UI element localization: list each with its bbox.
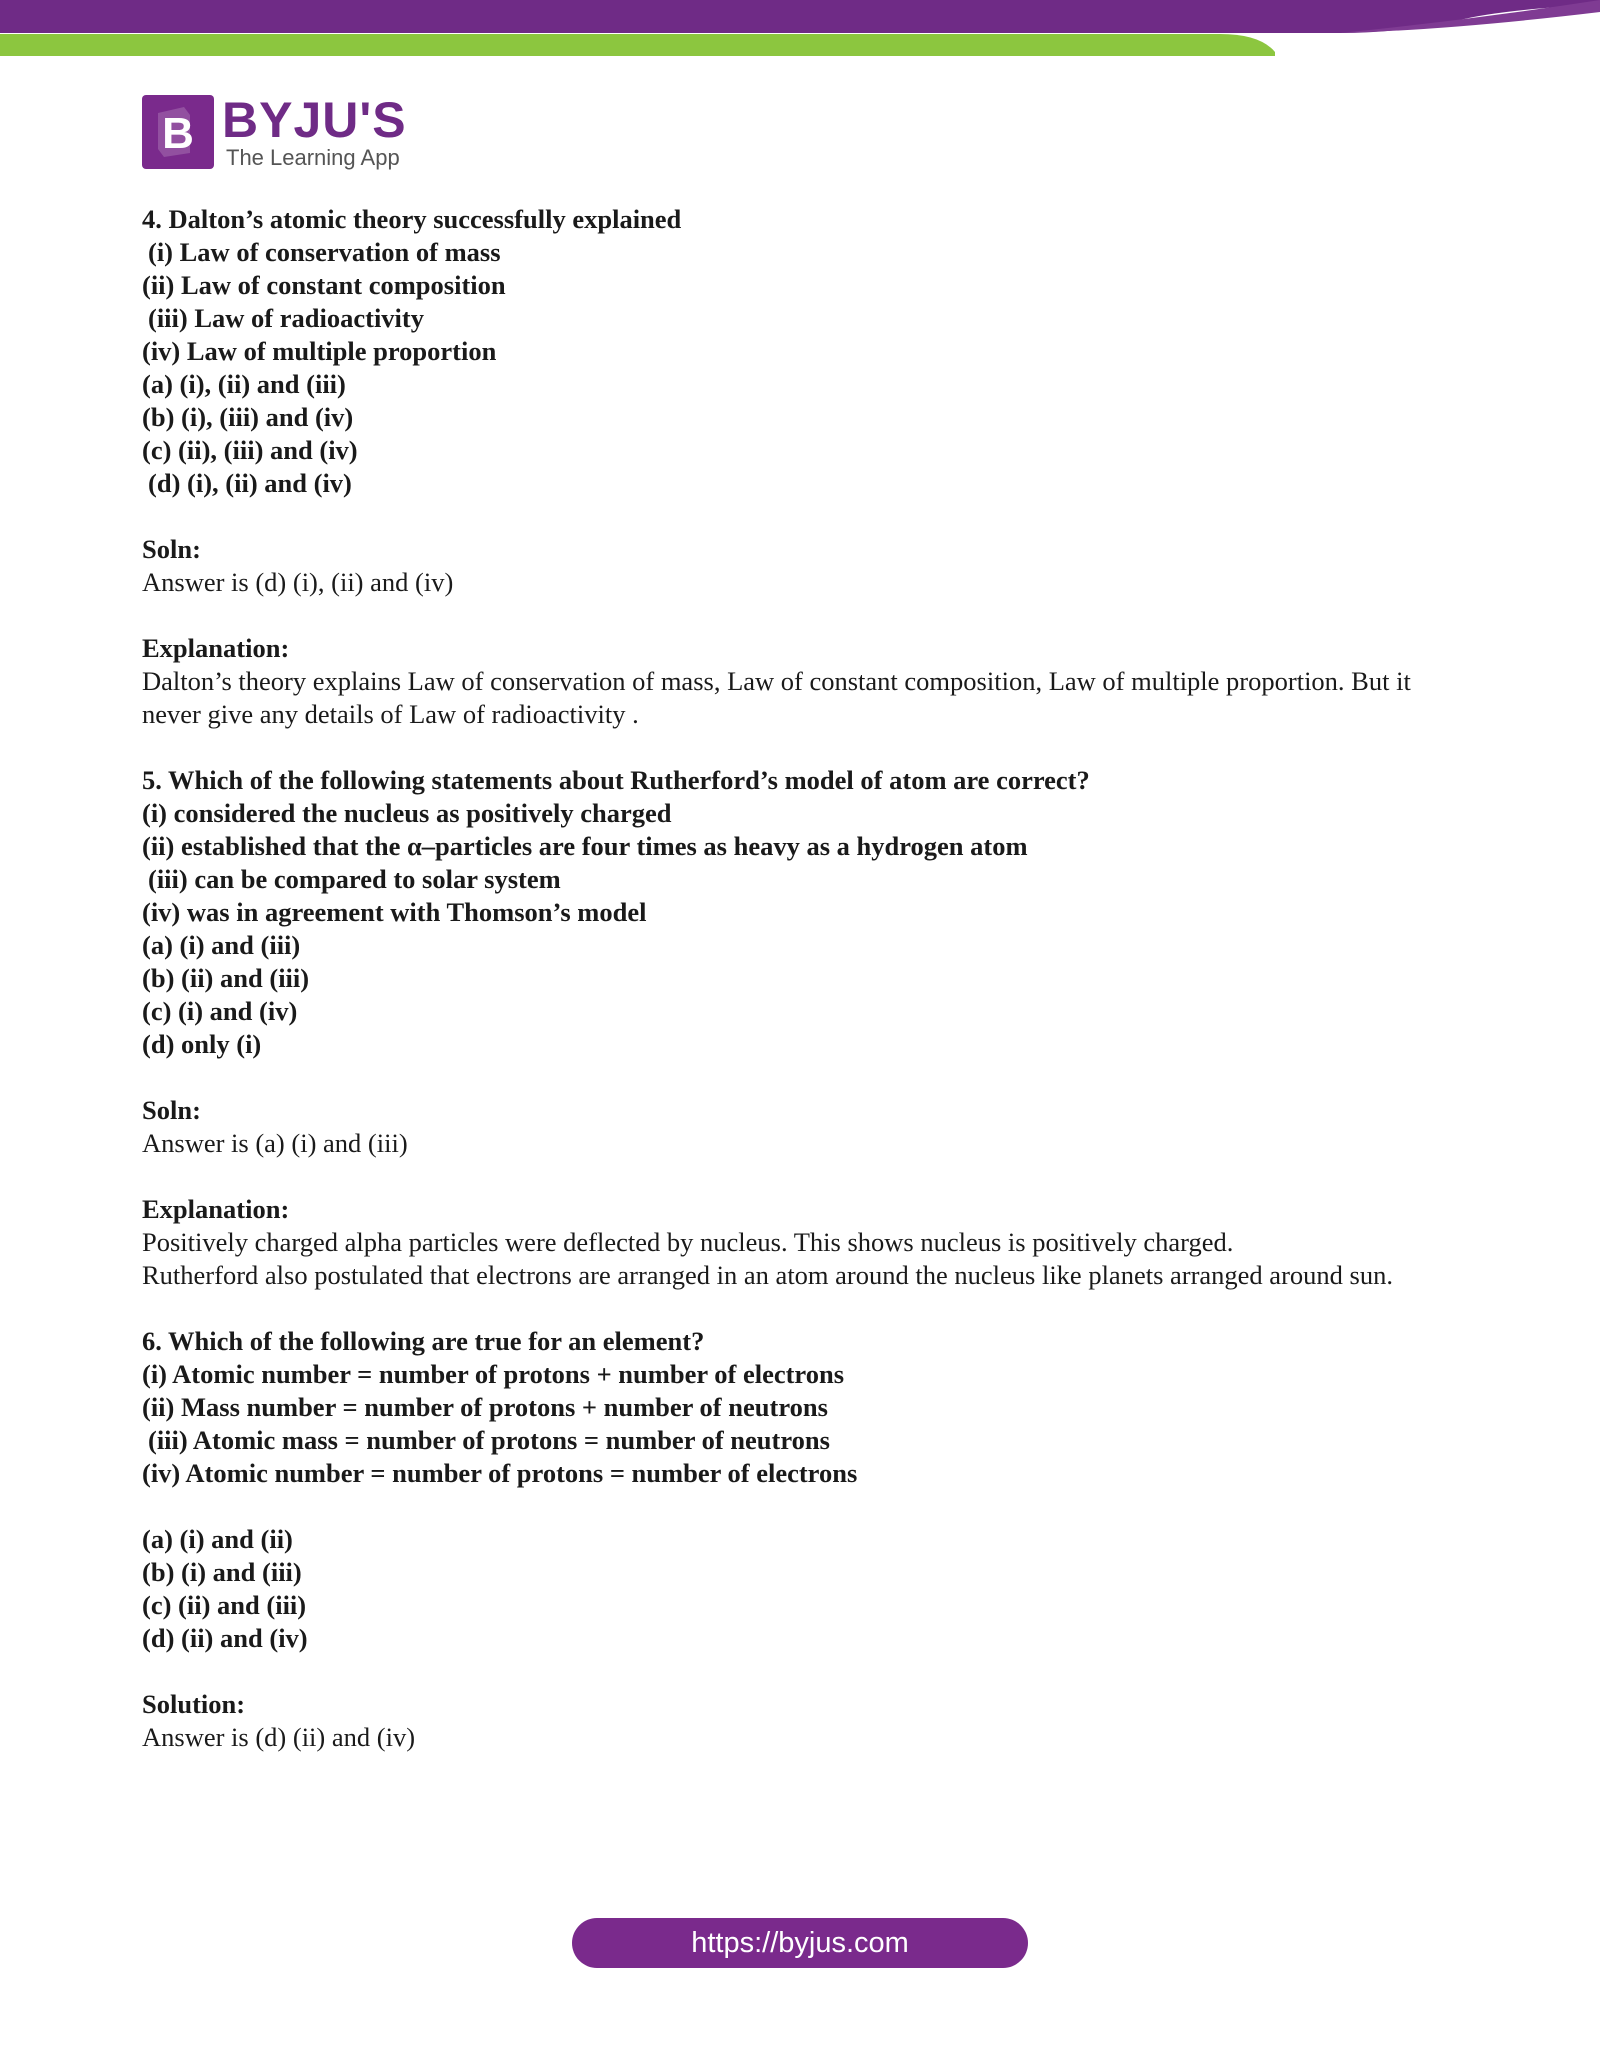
q5-option-c: (c) (i) and (iv) [142, 996, 298, 1026]
q6-option-b: (b) (i) and (iii) [142, 1557, 302, 1587]
footer-url-link[interactable] [572, 1918, 1028, 1968]
q4-question: 4. Dalton’s atomic theory successfully explained [142, 204, 682, 234]
q4-option-d: (d) (i), (ii) and (iv) [148, 468, 352, 498]
q6-option-c: (c) (ii) and (iii) [142, 1590, 307, 1620]
q4-option-c: (c) (ii), (iii) and (iv) [142, 435, 358, 465]
q6-option-a: (a) (i) and (ii) [142, 1524, 293, 1554]
q5-statement-4: (iv) was in agreement with Thomson’s model [142, 897, 647, 927]
q5-statement-3: (iii) can be compared to solar system [148, 864, 561, 894]
q4-answer: Answer is (d) (i), (ii) and (iv) [142, 567, 454, 597]
q4-soln-label: Soln: [142, 534, 201, 564]
q4-statement-3: (iii) Law of radioactivity [148, 303, 424, 333]
q5-question: 5. Which of the following statements about Rutherford’s model of atom are correct? [142, 765, 1090, 795]
logo-b-icon [142, 95, 214, 169]
q5-option-a: (a) (i) and (iii) [142, 930, 301, 960]
q6-statement-1: (i) Atomic number = number of protons + number of electrons [142, 1359, 845, 1389]
q5-option-b: (b) (ii) and (iii) [142, 963, 310, 993]
q4-statement-1: (i) Law of conservation of mass [148, 237, 501, 267]
q4-explanation: Dalton’s theory explains Law of conservation of mass, Law of constant composition, Law of multiple proportion. But it never give any details of Law of radioactivity . [142, 666, 1411, 729]
q4-option-b: (b) (i), (iii) and (iv) [142, 402, 354, 432]
document-body [142, 203, 1472, 1754]
q5-explanation-label: Explanation: [142, 1194, 290, 1224]
q5-statement-2: (ii) established that the α–particles are four times as heavy as a hydrogen atom [142, 831, 1028, 861]
header-banner [0, 0, 1600, 60]
brand-name: BYJU'S [222, 92, 407, 148]
q4-option-a: (a) (i), (ii) and (iii) [142, 369, 346, 399]
q5-answer: Answer is (a) (i) and (iii) [142, 1128, 408, 1158]
svg-text:B: B [162, 109, 194, 158]
q5-statement-1: (i) considered the nucleus as positively charged [142, 798, 672, 828]
q5-explanation-2: Rutherford also postulated that electrons are arranged in an atom around the nucleus like planets arranged around sun. [142, 1260, 1393, 1290]
q4-explanation-label: Explanation: [142, 633, 290, 663]
q5-option-d: (d) only (i) [142, 1029, 262, 1059]
q4-statement-4: (iv) Law of multiple proportion [142, 336, 497, 366]
q4-statement-2: (ii) Law of constant composition [142, 270, 506, 300]
q5-explanation-1: Positively charged alpha particles were deflected by nucleus. This shows nucleus is positively charged. [142, 1227, 1234, 1257]
q6-question: 6. Which of the following are true for an element? [142, 1326, 705, 1356]
q6-soln-label: Solution: [142, 1689, 246, 1719]
q6-statement-4: (iv) Atomic number = number of protons = number of electrons [142, 1458, 858, 1488]
q6-statement-3: (iii) Atomic mass = number of protons = number of neutrons [148, 1425, 830, 1455]
brand-tagline: The Learning App [226, 145, 400, 170]
q5-soln-label: Soln: [142, 1095, 201, 1125]
q6-statement-2: (ii) Mass number = number of protons + number of neutrons [142, 1392, 828, 1422]
q6-answer: Answer is (d) (ii) and (iv) [142, 1722, 416, 1752]
q6-option-d: (d) (ii) and (iv) [142, 1623, 308, 1653]
footer-url-text: https://byjus.com [691, 1926, 909, 1959]
byjus-logo [142, 92, 407, 172]
